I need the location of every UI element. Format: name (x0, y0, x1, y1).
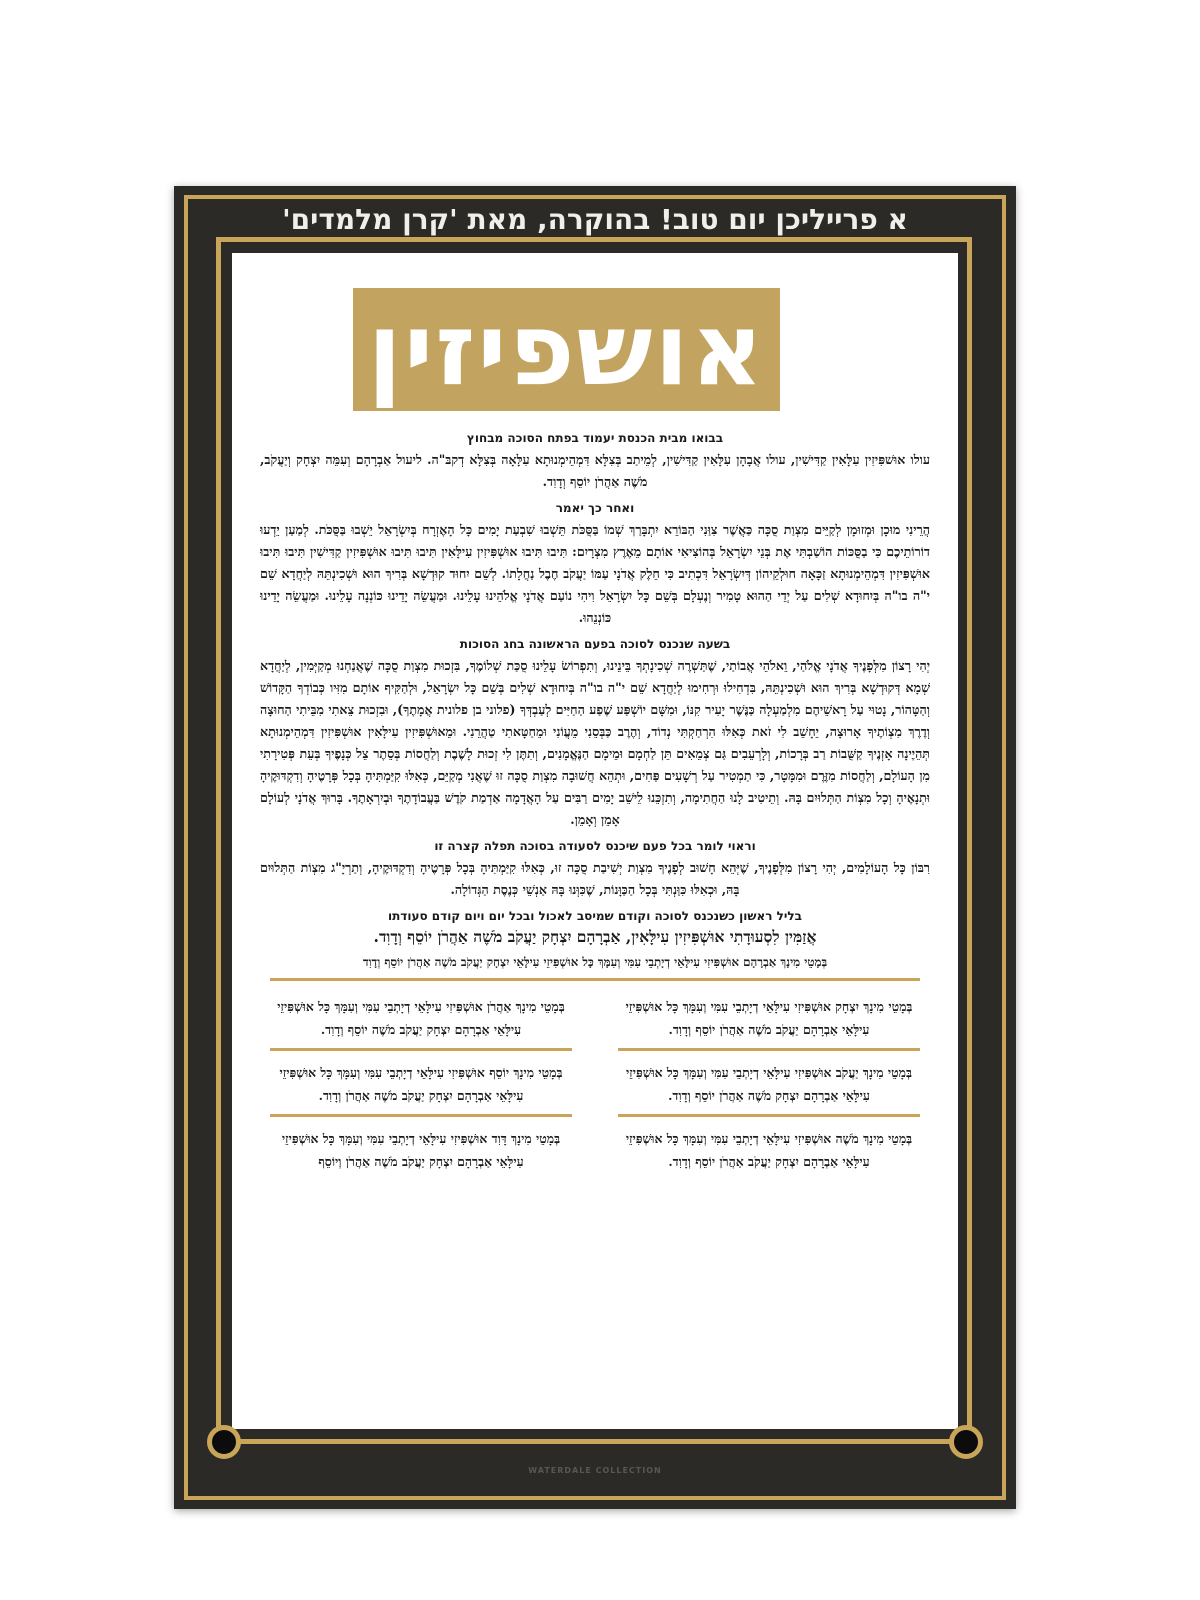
guest-invitation: בְּמָטֵי מִינָךְ יַעֲקֹב אוּשְׁפִּיזִי עִילָּאֵי דְיָתְבֵי עִמִּי וְעִמָּךְ כָּל אוּשְׁפִּיזֵי עִילָּאֵי אַבְרָהָם יִצְחָק מֹשֶׁה אַהֲרֹן יוֹסֵף וְדָוִד. (618, 1061, 920, 1117)
guest-invitations (270, 995, 920, 1180)
instruction-2: ואחר כך יאמר (555, 501, 635, 515)
instruction-1: בבואו מבית הכנסת יעמוד בפתח הסוכה מבחוץ (466, 431, 724, 445)
instruction-3: בשעה שנכנס לסוכה בפעם הראשונה בחג הסוכות (459, 637, 731, 651)
avraham-invitation: בְּמָטֵי מִינָךְ אַבְרָהָם אוּשְׁפִּיזִי עִילָּאֵי דְיָתְבֵי עִמִּי וְעִמָּךְ כָּל אוּשְׁפִּיזֵי עִילָּאֵי יִצְחָק יַעֲקֹב מֹשֶׁה אַהֲרֹן יוֹסֵף וְדָוִד (270, 955, 920, 981)
paragraph-3: יְהִי רָצוֹן מִלְּפָנֶיךָ אֲדֹנָי אֱלֹהַי, וֵאלֹהֵי אֲבוֹתַי, שֶׁתַּשְׁרֶה שְׁכִינָתְךָ בֵּינֵינוּ, וְתִפְרוֹשׂ עָלֵינוּ סֻכַּת שְׁלוֹמֶךָ, בִּזְכוּת מִצְוַת סֻכָּה שֶׁאֲנַחְנוּ מְקַיְּמִין, לְיַחֲדָא שְׁמָא דְּקוּדְשָׁא בְּרִיךְ הוּא וּשְׁכִינְתֵּהּ, בִּדְחִילוּ וּרְחִימוּ לְיַחֲדָא שֵׁם י"ה בו"ה בְּיִחוּדָא שְׁלִים בְּשֵׁם כָּל יִשְׂרָאֵל, וּלְהַקִּיף אוֹתָם מִזִּיו כְּבוֹדְךָ הַקָּדוֹשׁ וְהַטָּהוֹר, נָטוּי עַל רָאשֵׁיהֶם מִלְמַעְלָה כַּנֶּשֶׁר יָעִיר קִנּוֹ, וּמִשָּׁם יוֹשְׁפַּע שֶׁפַע הַחַיִּים לְעַבְדְּךָ (פלוני בן פלונית אֲמָתֶךָ), וּבִזְכוּת צֵאתִי מִבֵּיתִי הַחוּצָה וְדֶרֶךְ מִצְוֹתֶיךָ אָרוּצָה, יֵחָשֵׁב לִי זֹאת כְּאִלּוּ הִרְחַקְתִּי נְדוֹד, וְהֶרֶב כַּבְּסֵנִי מֵעֲוֹנִי וּמֵחַטָּאתִי טַהֲרֵנִי. וּמֵאוּשְׁפִּיזִין עִילָּאִין אוּשְׁפִּיזִין דִּמְהֵימְנוּתָא תְּהֵיֶינָה אָזְנֶיךָ קַשֻּׁבוֹת רַב בְּרָכוֹת, וְלָרְעֵבִים גַּם צְמֵאִים תֵּן לַחְמָם וּמֵימָם הַנֶּאֱמָנִים, וְתִתֶּן לִי זְכוּת לָשֶׁבֶת וְלַחֲסוֹת בְּסֵתֶר צֵל כְּנָפֶיךָ בְּעֵת פְּטִירָתִי מִן הָעוֹלָם, וְלַחֲסוֹת מִזֶּרֶם וּמִמָּטָר, כִּי תַמְטִיר עַל רְשָׁעִים פַּחִים, וּתְהֵא חֲשׁוּבָה מִצְוַת סֻכָּה זוּ שֶׁאֲנִי מְקַיֵּם, כְּאִלּוּ קִיַּמְתִּיהָ בְּכָל פְּרָטֶיהָ וְדִקְדּוּקֶיהָ וּתְנָאֶיהָ וְכָל מִצְוֹת הַתְּלוּיִם בָּהּ. וְתֵיטִיב לָנוּ הַחֲתִימָה, וְתִזְכֵּנוּ לֵישֵׁב יָמִים רַבִּים עַל הָאֲדָמָה אַדְמַת קֹדֶשׁ בַּעֲבוֹדָתֶךָ וּבְיִרְאָתֶךָ. בָּרוּךְ אֲדֹנָי לְעוֹלָם אָמֵן וְאָמֵן. (260, 658, 930, 827)
paragraph-2: הֲרֵינִי מוּכָן וּמְזוּמָן לְקַיֵּים מִצְוַת סֻכָּה כַּאֲשֶׁר צִוַּנִי הַבּוֹרֵא יִתְבָּרַךְ שְׁמוֹ בַּסֻּכֹּת תֵּשְׁבוּ שִׁבְעַת יָמִים כָּל הָאֶזְרָח בְּיִשְׂרָאֵל יֵשְׁבוּ בַּסֻּכֹּת. לְמַעַן יֵדְעוּ דוֹרוֹתֵיכֶם כִּי בַסֻּכּוֹת הוֹשַׁבְתִּי אֶת בְּנֵי יִשְׂרָאֵל בְּהוֹצִיאִי אוֹתָם מֵאֶרֶץ מִצְרָיִם: תִּיבוּ תִּיבוּ אוּשְׁפִּיזִין עִילָּאִין תִּיבוּ תִּיבוּ אוּשְׁפִּיזִין קַדִּישִׁין תִּיבוּ תִּיבוּ אוּשְׁפִּיזִין דִּמְהֵימְנוּתָא זַכָּאָה חוּלְקֵיהוֹן דְּיִשְׂרָאֵל דִּכְתִיב כִּי חֵלֶק אֲדֹנָי עַמּוֹ יַעֲקֹב חֶבֶל נַחֲלָתוֹ. לְשֵׁם יִחוּד קוּדְשָׁא בְּרִיךְ הוּא וּשְׁכִינְתֵּהּ לְיַחֲדָא שֵׁם י"ה בו"ה בְּיִחוּדָא שְׁלִים עַל יְדֵי הַהוּא טָמִיר וְנֶעְלָם בְּשֵׁם כָּל יִשְׂרָאֵל וִיהִי נוֹעַם אֲדֹנָי אֱלֹהֵינוּ עָלֵינוּ. וּמַעֲשֵׂה יָדֵינוּ כּוֹנְנָה עָלֵינוּ. וּמַעֲשֵׂה יָדֵינוּ כּוֹנְנֵהוּ. (260, 522, 930, 625)
guest-invitation: בְּמָטֵי מִינָךְ דָּוִד אוּשְׁפִּיזִי עִילָּאֵי דְיָתְבֵי עִמִּי וְעִמָּךְ כָּל אוּשְׁפִּיזֵי עִילָּאֵי אַבְרָהָם יִצְחָק יַעֲקֹב מֹשֶׁה אַהֲרֹן וְיוֹסֵף (281, 1131, 561, 1169)
paragraph-1: עולו אוּשׁפִּיזִין עִלָּאִין קַדִּישִׁין, עולו אֲבָהָן עִלָּאִין קַדִּישִׁין, לְמֵיתַב בְּצִלָּא דִּמְהֵימְנוּתָא עִלָּאָה בְּצִלָּא דְקבּ"ה. ליעול אַבְרָהָם וְעִמֵּה יִצְחָק וְיַעֲקֹב, מֹשֶׁה אַהֲרֹן יוֹסֵף וְדָוִד. (260, 452, 930, 489)
instruction-5: בליל ראשון כשנכנס לסוכה וקודם שמיסב לאכול ובכל יום ויום קודם סעודתו (387, 909, 802, 923)
invitation-line: אֲזַמִּין לִסְעוּדָתִי אוּשְׁפִּיזִין עִילָּאִין, אַבְרָהָם יִצְחָק יַעֲקֹב מֹשֶׁה אַהֲרֹן יוֹסֵף וְדָוִד. (373, 927, 817, 946)
guest-invitation: בְּמָטֵי מִינָךְ מֹשֶׁה אוּשְׁפִּיזִי עִילָּאֵי דְיָתְבֵי עִמִּי וְעִמָּךְ כָּל אוּשְׁפִּיזֵי עִילָּאֵי אַבְרָהָם יִצְחָק יַעֲקֹב אַהֲרֹן יוֹסֵף וְדָוִד. (625, 1131, 913, 1169)
mounting-hole-left (207, 1425, 241, 1459)
paragraph-4: רִבּוֹן כָּל הָעוֹלָמִים, יְהִי רָצוֹן מִלְּפָנֶיךָ, שֶׁיְּהֵא חָשׁוּב לְפָנֶיךָ מִצְוַת יְשִׁיבַת סֻכָּה זוּ, כְּאִלּוּ קִיַּמְתִּיהָ בְּכָל פְּרָטֶיהָ וְדִקְדּוּקֶיהָ, וְתַרְיָ"ג מִצְוֹת הַתְּלוּיִם בָּהּ, וּכְאִלּוּ כִּוַּנְתִּי בְּכָל הַכַּוָּנוֹת, שֶׁכִּוְּנוּ בָּהּ אַנְשֵׁי כְּנֶסֶת הַגְּדוֹלָה. (260, 860, 930, 897)
plaque (174, 186, 1016, 1509)
page-title: אושפיזין (353, 288, 780, 411)
guest-invitation: בְּמָטֵי מִינָךְ יוֹסֵף אוּשְׁפִּיזִי עִילָּאֵי דְיָתְבֵי עִמִּי וְעִמָּךְ כָּל אוּשְׁפִּיזֵי עִילָּאֵי אַבְרָהָם יִצְחָק יַעֲקֹב מֹשֶׁה אַהֲרֹן וְדָוִד. (270, 1061, 572, 1117)
header-dedication: א פרייליכן יום טוב! בהוקרה, מאת 'קרן מלמדים' (282, 203, 908, 236)
guest-invitation: בְּמָטֵי מִינָךְ אַהֲרֹן אוּשְׁפִּיזִי עִילָּאֵי דְיָתְבֵי עִמִּי וְעִמָּךְ כָּל אוּשְׁפִּיזֵי עִילָּאֵי אַבְרָהָם יִצְחָק יַעֲקֹב מֹשֶׁה יוֹסֵף וְדָוִד. (270, 995, 572, 1051)
guest-invitation: בְּמָטֵי מִינָךְ יִצְחָק אוּשְׁפִּיזִי עִילָּאֵי דְיָתְבֵי עִמִּי וְעִמָּךְ כָּל אוּשְׁפִּיזֵי עִילָּאֵי אַבְרָהָם יַעֲקֹב מֹשֶׁה אַהֲרֹן יוֹסֵף וְדָוִד. (618, 995, 920, 1051)
prayer-content (260, 423, 930, 1180)
instruction-4: וראוי לומר בכל פעם שיכנס לסעודה בסוכה תפלה קצרה זו (434, 839, 756, 853)
mounting-hole-right (949, 1425, 983, 1459)
brand-mark: WATERDALE COLLECTION (528, 1466, 662, 1475)
prayer-sheet (232, 253, 958, 1429)
